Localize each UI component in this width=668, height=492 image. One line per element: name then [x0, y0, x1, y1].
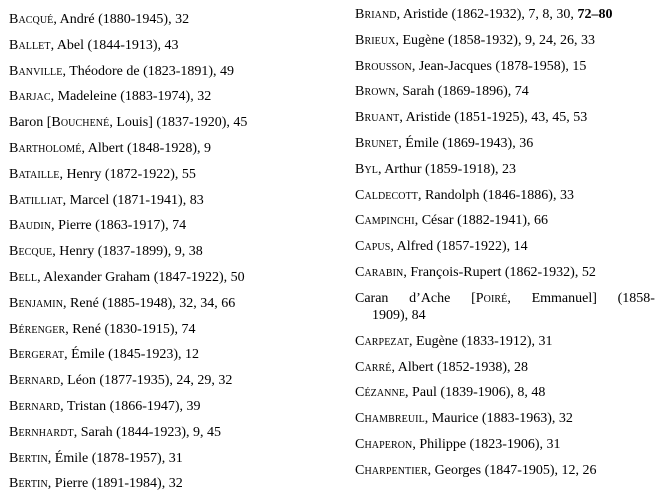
entry-surname: Barjac — [9, 89, 51, 105]
entry-surname: Bertin — [9, 450, 48, 466]
index-entry — [9, 183, 339, 209]
index-entry — [9, 363, 339, 389]
entry-surname: Bertin — [9, 476, 48, 492]
index-entry — [9, 234, 339, 260]
entry-details: , André (1880-1945), 32 — [53, 12, 190, 27]
entry-surname: Bernhardt — [9, 424, 74, 440]
entry-surname: Poiré — [475, 290, 508, 306]
entry-bold-pages: 72–80 — [577, 7, 613, 22]
entry-details: , Georges (1847-1905), 12, 26 — [427, 462, 597, 478]
index-entry — [9, 105, 339, 131]
entry-details: , Abel (1844-1913), 43 — [50, 37, 179, 53]
entry-details: , Émile (1869-1943), 36 — [398, 135, 534, 151]
entry-details: , Théodore de (1823-1891), 49 — [62, 63, 235, 79]
index-entry — [9, 54, 339, 80]
entry-details: , Eugène (1833-1912), 31 — [409, 333, 553, 349]
entry-word: d’Ache — [409, 290, 451, 306]
entry-surname: Campinchi — [355, 213, 415, 229]
index-entry — [9, 415, 339, 441]
entry-details: , Albert (1852-1938), 28 — [391, 359, 528, 375]
entry-details: , Aristide (1862-1932), 7, 8, 30, — [396, 7, 578, 22]
index-entry — [9, 2, 339, 28]
entry-details: , Arthur (1859-1918), 23 — [377, 161, 517, 177]
entry-surname: Brieux — [355, 32, 396, 48]
entry-surname: Byl — [355, 161, 378, 177]
index-entry — [355, 327, 660, 353]
entry-details: , Eugène (1858-1932), 9, 24, 26, 33 — [395, 32, 595, 48]
index-entry — [9, 79, 339, 105]
entry-surname: Bataille — [9, 166, 60, 182]
entry-details: , Aristide (1851-1925), 43, 45, 53 — [399, 110, 588, 126]
index-entry — [355, 129, 660, 155]
index-entry — [355, 103, 660, 129]
index-entry — [9, 337, 339, 363]
index-entry — [9, 28, 339, 54]
index-entry — [355, 26, 660, 52]
index-entry — [9, 389, 339, 415]
entry-details: , François-Rupert (1862-1932), 52 — [403, 264, 596, 280]
entry-details: , Léon (1877-1935), 24, 29, 32 — [60, 373, 233, 389]
entry-surname: Bruant — [355, 110, 400, 126]
entry-surname: Cézanne — [355, 385, 406, 401]
entry-surname: Bergerat — [9, 347, 65, 363]
index-entry — [355, 258, 660, 284]
index-entry — [9, 208, 339, 234]
index-entry — [355, 181, 660, 207]
index-entry — [9, 312, 339, 338]
entry-surname: Chambreuil — [355, 411, 425, 427]
entry-details: , Henry (1872-1922), 55 — [59, 166, 196, 182]
entry-surname: Brown — [355, 84, 396, 100]
entry-surname: Brunet — [355, 135, 399, 151]
index-entry-line — [355, 290, 655, 307]
entry-surname: Banville — [9, 63, 63, 79]
index-column-left — [9, 2, 339, 492]
entry-surname: Bartholomé — [9, 140, 82, 156]
entry-surname: Bacqué — [9, 12, 54, 27]
entry-surname: Batilliat — [9, 192, 63, 208]
index-entry — [355, 52, 660, 78]
index-entry — [355, 404, 660, 430]
entry-surname: Bernard — [9, 373, 61, 389]
entry-details: , Pierre (1863-1917), 74 — [51, 218, 187, 234]
index-entry — [355, 456, 660, 482]
entry-details: , Paul (1839-1906), 8, 48 — [405, 385, 546, 401]
entry-bracket: [ — [471, 290, 476, 306]
index-entry — [9, 286, 339, 312]
entry-surname: Chaperon — [355, 436, 413, 452]
entry-surname: Briand — [355, 7, 397, 22]
entry-details: , Randolph (1846-1886), 33 — [418, 187, 574, 203]
entry-prefix: Baron [ — [9, 115, 52, 131]
entry-details: , Alfred (1857-1922), 14 — [390, 239, 528, 255]
entry-details: , Émile (1845-1923), 12 — [64, 347, 200, 363]
index-entry — [355, 232, 660, 258]
entry-surname: Bouchené — [51, 115, 110, 131]
entry-surname: Carpezat — [355, 333, 410, 349]
index-entry — [355, 0, 660, 26]
index-entry — [355, 77, 660, 103]
index-entry — [9, 260, 339, 286]
entry-details: , Émile (1878-1957), 31 — [47, 450, 183, 466]
entry-surname: Baudin — [9, 218, 52, 234]
index-entry — [355, 353, 660, 379]
entry-details: , Pierre (1891-1984), 32 — [47, 476, 183, 492]
entry-word-group — [471, 290, 511, 307]
entry-surname: Carré — [355, 359, 392, 375]
entry-details: , Maurice (1883-1963), 32 — [424, 411, 573, 427]
entry-continuation: 1909), 84 — [372, 307, 426, 323]
entry-details: , Sarah (1869-1896), 74 — [395, 84, 529, 100]
entry-details: , Sarah (1844-1923), 9, 45 — [73, 424, 222, 440]
entry-surname: Capus — [355, 239, 391, 255]
entry-details: , Albert (1848-1928), 9 — [81, 140, 211, 156]
entry-details: , René (1830-1915), 74 — [65, 321, 196, 337]
index-entry — [355, 378, 660, 404]
index-entry — [9, 441, 339, 467]
entry-word: (1858- — [617, 290, 655, 306]
entry-details: , Philippe (1823-1906), 31 — [412, 436, 561, 452]
entry-details: , Louis] (1837-1920), 45 — [109, 115, 248, 131]
entry-details: , René (1885-1948), 32, 34, 66 — [63, 295, 236, 311]
entry-surname: Caldecott — [355, 187, 419, 203]
entry-surname: Bernard — [9, 398, 61, 414]
entry-details: , Jean-Jacques (1878-1958), 15 — [411, 58, 587, 74]
entry-comma: , — [507, 290, 511, 306]
entry-word: Caran — [355, 290, 389, 306]
entry-surname: Bérenger — [9, 321, 66, 337]
entry-surname: Charpentier — [355, 462, 428, 478]
entry-surname: Bell — [9, 269, 38, 285]
entry-details: , Marcel (1871-1941), 83 — [62, 192, 204, 208]
entry-details: , César (1882-1941), 66 — [414, 213, 549, 229]
entry-details: , Henry (1837-1899), 9, 38 — [52, 244, 203, 260]
index-entry — [9, 157, 339, 183]
entry-word: Emmanuel] — [531, 290, 597, 306]
entry-surname: Ballet — [9, 37, 51, 53]
index-entry — [355, 430, 660, 456]
index-entry — [355, 206, 660, 232]
index-entry — [9, 131, 339, 157]
index-entry — [355, 284, 660, 327]
entry-surname: Benjamin — [9, 295, 64, 311]
entry-details: , Tristan (1866-1947), 39 — [60, 398, 201, 414]
entry-surname: Brousson — [355, 58, 412, 74]
index-column-right — [355, 0, 660, 482]
index-entry — [9, 466, 339, 492]
entry-details: , Alexander Graham (1847-1922), 50 — [37, 269, 245, 285]
entry-surname: Becque — [9, 244, 53, 260]
entry-details: , Madeleine (1883-1974), 32 — [50, 89, 212, 105]
entry-surname: Carabin — [355, 264, 404, 280]
index-entry — [355, 155, 660, 181]
